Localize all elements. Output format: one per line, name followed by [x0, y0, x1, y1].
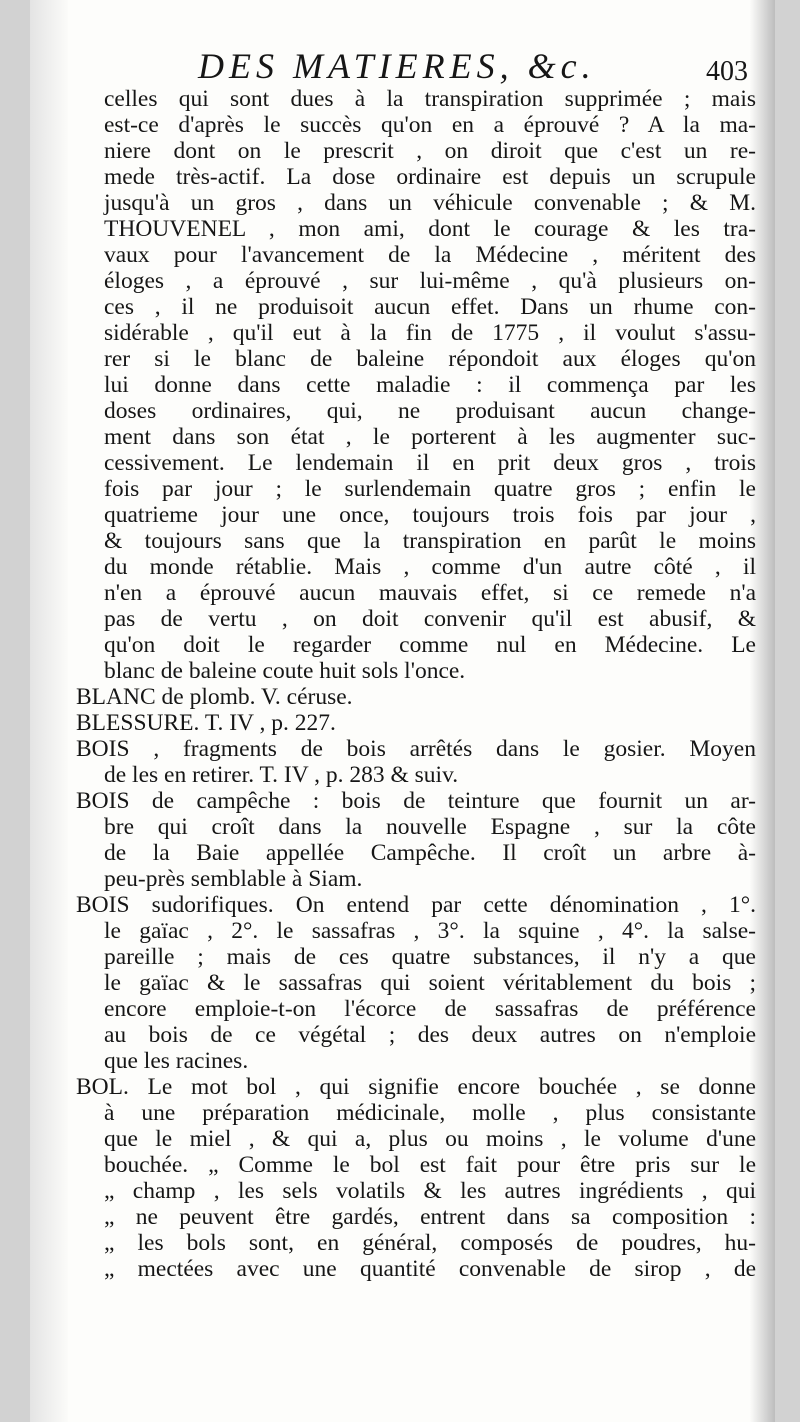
text-line: pas de vertu , on doit convenir qu'il est abusif, & [104, 606, 756, 632]
text-line: BOIS , fragments de bois arrêtés dans le gosier. Moyen [76, 736, 756, 762]
text-line: lui donne dans cette maladie : il commença par les [104, 372, 756, 398]
text-line: vaux pour l'avancement de la Médecine , méritent des [104, 242, 756, 268]
text-line: rer si le blanc de baleine répondoit aux éloges qu'on [104, 346, 756, 372]
text-line: bre qui croît dans la nouvelle Espagne , sur la côte [104, 814, 756, 840]
text-line: peu-près semblable à Siam. [104, 866, 363, 892]
text-line: celles qui sont dues à la transpiration supprimée ; mais [104, 86, 756, 112]
text-line: „ mectées avec une quantité convenable de sirop , de [104, 1256, 756, 1282]
text-line: sidérable , qu'il eut à la fin de 1775 , il voulut s'assu- [104, 320, 756, 346]
text-line: pareille ; mais de ces quatre substances, il n'y a que [104, 944, 756, 970]
text-line: „ ne peuvent être gardés, entrent dans sa composition : [104, 1204, 756, 1230]
text-line: fois par jour ; le surlendemain quatre gros ; enfin le [104, 476, 756, 502]
text-line: de la Baie appellée Campêche. Il croît un arbre à- [104, 840, 756, 866]
text-line: BLANC de plomb. V. céruse. [76, 684, 353, 710]
text-line: du monde rétablie. Mais , comme d'un autre côté , il [104, 554, 756, 580]
text-line: cessivement. Le lendemain il en prit deux gros , trois [104, 450, 756, 476]
text-line: le gaïac , 2°. le sassafras , 3°. la squine , 4°. la salse- [104, 918, 756, 944]
text-line: à une préparation médicinale, molle , plus consistante [104, 1100, 756, 1126]
text-line: blanc de baleine coute huit sols l'once. [104, 658, 466, 684]
page-header [198, 46, 748, 90]
text-line: THOUVENEL , mon ami, dont le courage & les tra- [104, 216, 756, 242]
text-line: de les en retirer. T. IV , p. 283 & suiv. [104, 762, 459, 788]
text-line: que les racines. [104, 1048, 249, 1074]
text-line: n'en a éprouvé aucun mauvais effet, si ce remede n'a [104, 580, 756, 606]
text-line: quatrieme jour une once, toujours trois fois par jour , [104, 502, 756, 528]
text-line: doses ordinaires, qui, ne produisant aucun change- [104, 398, 756, 424]
text-line: au bois de ce végétal ; des deux autres on n'emploie [104, 1022, 756, 1048]
text-line: BOL. Le mot bol , qui signifie encore bouchée , se donne [76, 1074, 756, 1100]
text-line: BOIS de campêche : bois de teinture que fournit un ar- [76, 788, 756, 814]
text-line: ment dans son état , le porterent à les augmenter suc- [104, 424, 756, 450]
text-line: encore emploie-t-on l'écorce de sassafras de préférence [104, 996, 756, 1022]
text-line: est-ce d'après le succès qu'on en a éprouvé ? A la ma- [104, 112, 756, 138]
text-line: BOIS sudorifiques. On entend par cette dénomination , 1°. [76, 892, 756, 918]
index-text-block [76, 86, 756, 1282]
text-line: „ champ , les sels volatils & les autres ingrédients , qui [104, 1178, 756, 1204]
text-line: qu'on doit le regarder comme nul en Médecine. Le [104, 632, 756, 658]
text-line: niere dont on le prescrit , on diroit que c'est un re- [104, 138, 756, 164]
text-line: ces , il ne produisoit aucun effet. Dans un rhume con- [104, 294, 756, 320]
text-line: le gaïac & le sassafras qui soient véritablement du bois ; [104, 970, 756, 996]
text-line: bouchée. „ Comme le bol est fait pour être pris sur le [104, 1152, 756, 1178]
text-line: BLESSURE. T. IV , p. 227. [76, 710, 336, 736]
text-line: jusqu'à un gros , dans un véhicule convenable ; & M. [104, 190, 756, 216]
page-gutter-shadow [30, 0, 68, 1422]
text-line: mede très-actif. La dose ordinaire est depuis un scrupule [104, 164, 756, 190]
page-number: 403 [706, 56, 748, 87]
text-line: „ les bols sont, en général, composés de poudres, hu- [104, 1230, 756, 1256]
running-title: DES MATIERES, &c. [198, 46, 596, 86]
book-page [30, 0, 775, 1422]
text-line: que le miel , & qui a, plus ou moins , le volume d'une [104, 1126, 756, 1152]
text-line: éloges , a éprouvé , sur lui-même , qu'à plusieurs on- [104, 268, 756, 294]
text-line: & toujours sans que la transpiration en parût le moins [104, 528, 756, 554]
